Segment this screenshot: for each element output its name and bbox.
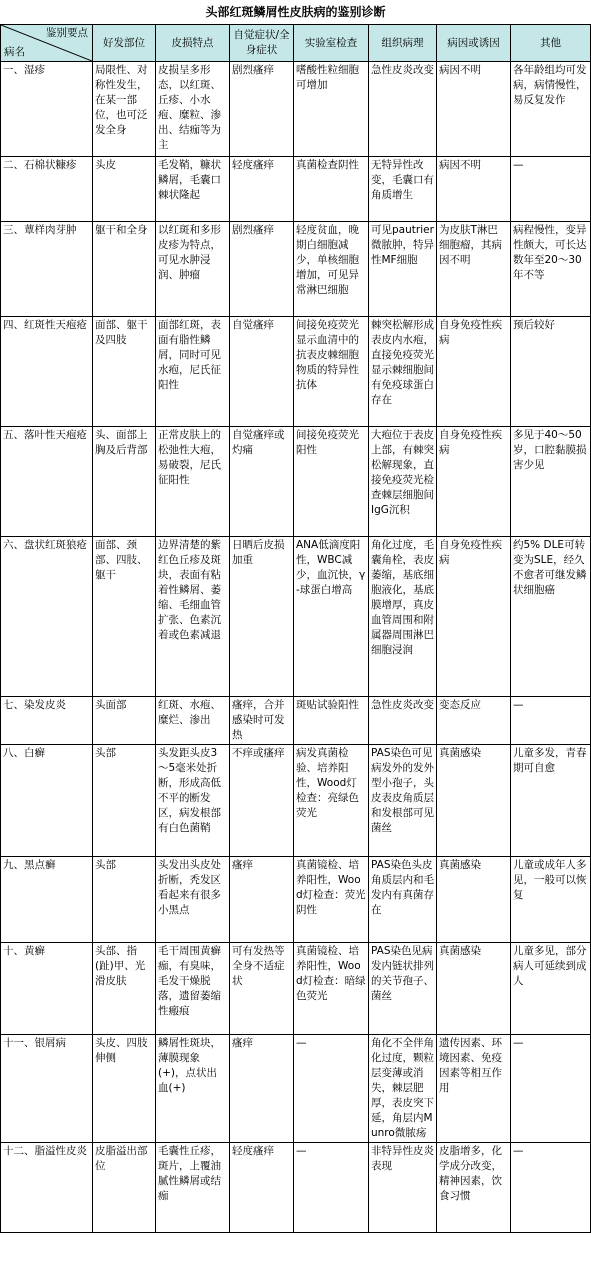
table-cell: 自觉瘙痒或灼痛 <box>230 427 294 537</box>
table-cell: 日晒后皮损加重 <box>230 537 294 697</box>
table-cell: 轻度瘙痒 <box>230 1143 294 1233</box>
table-cell: 轻度瘙痒 <box>230 157 294 222</box>
table-cell: 红斑、水疱、糜烂、渗出 <box>156 697 230 745</box>
table-row <box>1 697 591 745</box>
column-header: 实验室检查 <box>294 25 369 62</box>
disease-name-cell: 五、落叶性天疱疮 <box>1 427 93 537</box>
table-cell: 儿童多发，青春期可自愈 <box>511 745 591 857</box>
table-row <box>1 1143 591 1233</box>
table-cell: 非特异性皮炎表现 <box>369 1143 437 1233</box>
table-cell: 儿童或成年人多见，一般可以恢复 <box>511 857 591 943</box>
table-cell: 急性皮炎改变 <box>369 62 437 157</box>
table-cell: 病因不明 <box>437 62 511 157</box>
table-cell: 自身免疫性疾病 <box>437 317 511 427</box>
table-cell: 自身免疫性疾病 <box>437 427 511 537</box>
column-header: 其他 <box>511 25 591 62</box>
table-cell: 各年龄组均可发病，病情慢性，易反复发作 <box>511 62 591 157</box>
table-cell: 自身免疫性疾病 <box>437 537 511 697</box>
table-cell: — <box>294 1143 369 1233</box>
table-cell: 自觉瘙痒 <box>230 317 294 427</box>
disease-name-cell: 六、盘状红斑狼疮 <box>1 537 93 697</box>
table-cell: 遗传因素、环境因素、免疫因素等相互作用 <box>437 1035 511 1143</box>
table-cell: 真菌检查阴性 <box>294 157 369 222</box>
table-row <box>1 1035 591 1143</box>
table-cell: 多见于40～50岁，口腔黏膜损害少见 <box>511 427 591 537</box>
table-cell: 以红斑和多形皮疹为特点，可见水肿浸润、肿瘤 <box>156 222 230 317</box>
table-cell: 头部、指(趾)甲、光滑皮肤 <box>93 943 156 1035</box>
table-cell: — <box>511 1035 591 1143</box>
table-cell: 头发距头皮3～5毫米处折断，形成高低不平的断发区，病发根部有白色菌鞘 <box>156 745 230 857</box>
table-cell: — <box>294 1035 369 1143</box>
table-cell: 边界清楚的紫红色丘疹及斑块，表面有粘着性鳞屑、萎缩、毛细血管扩张、色素沉着或色素减退 <box>156 537 230 697</box>
table-cell: 局限性、对称性发生，在某一部位，也可泛发全身 <box>93 62 156 157</box>
table-cell: 斑贴试验阳性 <box>294 697 369 745</box>
table-cell: 面部、颈部、四肢、躯干 <box>93 537 156 697</box>
table-cell: 真菌镜检、培养阳性，Wood灯检查：荧光阴性 <box>294 857 369 943</box>
table-cell: 角化不全伴角化过度，颗粒层变薄或消失，棘层肥厚，表皮突下延，角层内Munro微脓疡 <box>369 1035 437 1143</box>
table-body <box>1 62 591 1233</box>
table-cell: 瘙痒 <box>230 857 294 943</box>
table-cell: 间接免疫荧光显示血清中的抗表皮棘细胞物质的特异性抗体 <box>294 317 369 427</box>
disease-name-cell: 一、湿疹 <box>1 62 93 157</box>
disease-name-cell: 十二、脂溢性皮炎 <box>1 1143 93 1233</box>
table-cell: 面部红斑，表面有脂性鳞屑，同时可见水疱，尼氏征阳性 <box>156 317 230 427</box>
table-cell: 毛发鞘，糠状鳞屑，毛囊口棘状隆起 <box>156 157 230 222</box>
table-cell: 大疱位于表皮上部，有棘突松解现象，直接免疫荧光检查棘层细胞间IgG沉积 <box>369 427 437 537</box>
table-cell: 真菌感染 <box>437 857 511 943</box>
table-cell: 躯干和全身 <box>93 222 156 317</box>
table-cell: PAS染色见病发内链状排列的关节孢子、菌丝 <box>369 943 437 1035</box>
disease-name-cell: 九、黑点癣 <box>1 857 93 943</box>
table-row <box>1 157 591 222</box>
table-cell: 可见pautrier微脓肿，特异性MF细胞 <box>369 222 437 317</box>
disease-name-cell: 八、白癣 <box>1 745 93 857</box>
table-cell: 急性皮炎改变 <box>369 697 437 745</box>
table-cell: 角化过度，毛囊角栓，表皮萎缩，基底细胞液化，基底膜增厚，真皮血管周围和附属器周围淋巴细胞浸润 <box>369 537 437 697</box>
table-cell: 头发出头皮处折断，秃发区看起来有很多小黑点 <box>156 857 230 943</box>
disease-name-cell: 七、染发皮炎 <box>1 697 93 745</box>
table-cell: 头部 <box>93 745 156 857</box>
table-cell: 儿童多见，部分病人可延续到成人 <box>511 943 591 1035</box>
corner-top-label: 鉴别要点 <box>46 27 88 39</box>
table-cell: 病因不明 <box>437 157 511 222</box>
disease-name-cell: 十、黄癣 <box>1 943 93 1035</box>
table-row <box>1 222 591 317</box>
table-cell: 头面部 <box>93 697 156 745</box>
table-cell: 瘙痒 <box>230 1035 294 1143</box>
table-cell: 瘙痒，合并感染时可发热 <box>230 697 294 745</box>
disease-name-cell: 十一、银屑病 <box>1 1035 93 1143</box>
column-header: 病因或诱因 <box>437 25 511 62</box>
table-cell: 可有发热等全身不适症状 <box>230 943 294 1035</box>
table-row <box>1 857 591 943</box>
table-cell: 为皮肤T淋巴细胞瘤，其病因不明 <box>437 222 511 317</box>
column-header: 自觉症状/全身症状 <box>230 25 294 62</box>
table-cell: PAS染色头皮角质层内和毛发内有真菌存在 <box>369 857 437 943</box>
table-cell: 无特异性改变，毛囊口有角质增生 <box>369 157 437 222</box>
table-cell: 约5% DLE可转变为SLE，经久不愈者可继发鳞状细胞癌 <box>511 537 591 697</box>
table-row <box>1 62 591 157</box>
table-cell: 皮脂增多，化学成分改变，精神因素，饮食习惯 <box>437 1143 511 1233</box>
table-row <box>1 317 591 427</box>
disease-name-cell: 四、红斑性天疱疮 <box>1 317 93 427</box>
table-row <box>1 537 591 697</box>
table-cell: 轻度贫血，晚期白细胞减少，单核细胞增加，可见异常淋巴细胞 <box>294 222 369 317</box>
corner-header <box>1 25 93 62</box>
table-cell: 剧烈瘙痒 <box>230 62 294 157</box>
table-cell: 真菌感染 <box>437 943 511 1035</box>
table-cell: 真菌镜检、培养阳性，Wood灯检查：暗绿色荧光 <box>294 943 369 1035</box>
table-cell: 面部、躯干及四肢 <box>93 317 156 427</box>
table-cell: 真菌感染 <box>437 745 511 857</box>
table-cell: 预后较好 <box>511 317 591 427</box>
table-cell: — <box>511 1143 591 1233</box>
corner-bottom-label: 病名 <box>4 46 25 58</box>
disease-name-cell: 三、蕈样肉芽肿 <box>1 222 93 317</box>
table-cell: 病发真菌检验、培养阳性，Wood灯检查：亮绿色荧光 <box>294 745 369 857</box>
table-cell: 皮脂溢出部位 <box>93 1143 156 1233</box>
table-row <box>1 427 591 537</box>
table-cell: 毛囊性丘疹，斑片，上覆油腻性鳞屑或结痂 <box>156 1143 230 1233</box>
table-cell: 头部 <box>93 857 156 943</box>
table-cell: 头、面部上胸及后背部 <box>93 427 156 537</box>
table-cell: 头皮、四肢伸侧 <box>93 1035 156 1143</box>
column-header: 皮损特点 <box>156 25 230 62</box>
table-cell: 不痒或瘙痒 <box>230 745 294 857</box>
table-cell: — <box>511 157 591 222</box>
table-cell: 正常皮肤上的松弛性大疱，易破裂，尼氏征阳性 <box>156 427 230 537</box>
diagnosis-table <box>0 24 591 1233</box>
column-header: 好发部位 <box>93 25 156 62</box>
table-cell: 头皮 <box>93 157 156 222</box>
table-cell: 间接免疫荧光阳性 <box>294 427 369 537</box>
header-row <box>1 25 591 62</box>
table-row <box>1 943 591 1035</box>
table-row <box>1 745 591 857</box>
page-title: 头部红斑鳞屑性皮肤病的鉴别诊断 <box>205 5 386 19</box>
column-header: 组织病理 <box>369 25 437 62</box>
table-cell: 毛干周围黄癣痂，有臭味，毛发干燥脱落，遗留萎缩性瘢痕 <box>156 943 230 1035</box>
table-cell: 病程慢性，变异性颇大，可长达数年至20～30年不等 <box>511 222 591 317</box>
table-cell: PAS染色可见病发外的发外型小孢子，头皮表皮角质层和发根部可见菌丝 <box>369 745 437 857</box>
table-cell: 变态反应 <box>437 697 511 745</box>
table-cell: 皮损呈多形态，以红斑、丘疹、小水疱、糜粒、渗出、结痂等为主 <box>156 62 230 157</box>
table-cell: 嗜酸性粒细胞可增加 <box>294 62 369 157</box>
table-cell: — <box>511 697 591 745</box>
disease-name-cell: 二、石棉状糠疹 <box>1 157 93 222</box>
table-cell: 棘突松解形成表皮内水疱，直接免疫荧光显示棘细胞间有免疫球蛋白存在 <box>369 317 437 427</box>
table-cell: 剧烈瘙痒 <box>230 222 294 317</box>
table-cell: 鳞屑性斑块，薄膜现象(+)，点状出血(+) <box>156 1035 230 1143</box>
table-cell: ANA低滴度阳性，WBC减少，血沉快，γ-球蛋白增高 <box>294 537 369 697</box>
